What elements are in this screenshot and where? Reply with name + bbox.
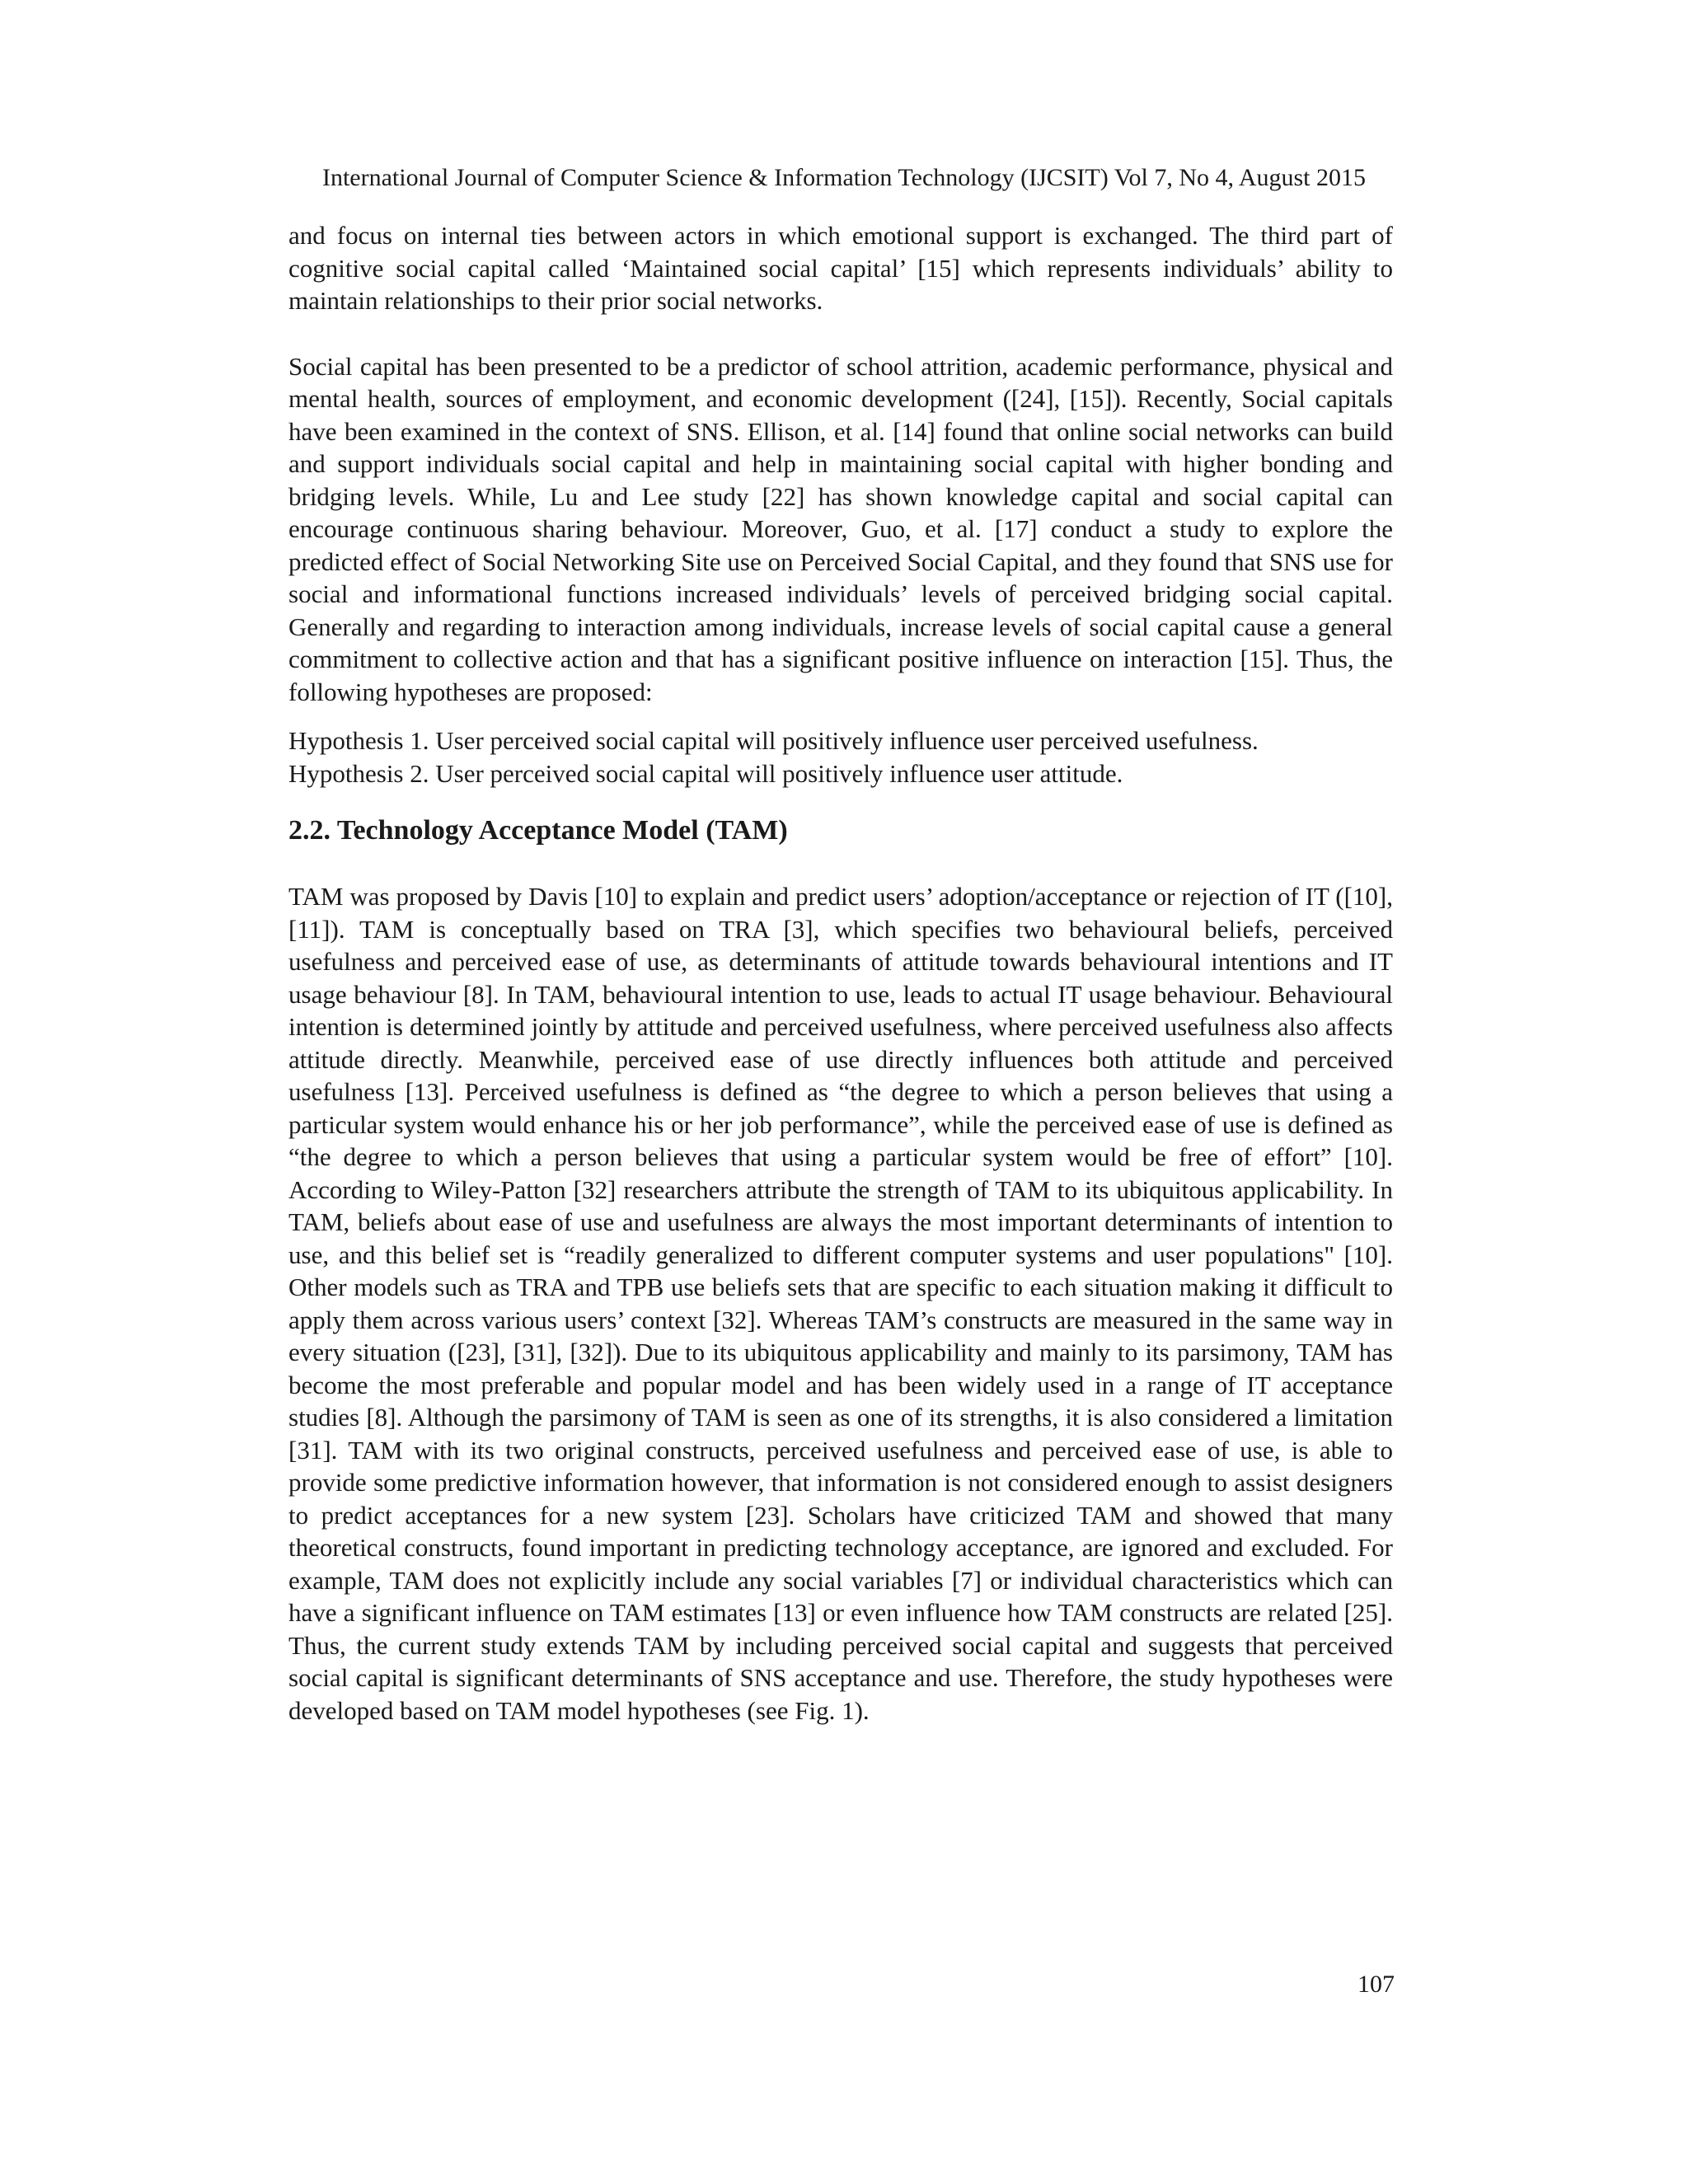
section-heading-tam: 2.2. Technology Acceptance Model (TAM) (288, 815, 788, 846)
running-header: International Journal of Computer Science & Information Technology (IJCSIT) Vol 7, No 4, August 2015 (321, 164, 1367, 191)
page-number: 107 (1357, 1971, 1395, 1998)
hypothesis-1: Hypothesis 1. User perceived social capital will positively influence user perceived usefulness. (288, 726, 1259, 755)
paragraph-social-capital-predictor: Social capital has been presented to be a predictor of school attrition, academic performance, physical and mental health, sources of employment, and economic development ([24], [15]). Recently, Social capitals have been examined in the context of SNS. Ellison, et al. [14] found that online social networks can build and support individuals social capital and help in maintaining social capital with higher bonding and bridging levels. While, Lu and Lee study [22] has shown knowledge capital and social capital can encourage continuous sharing behaviour. Moreover, Guo, et al. [17] conduct a study to explore the predicted effect of Social Networking Site use on Perceived Social Capital, and they found that SNS use for social and informational functions increased individuals’ levels of perceived bridging social capital. Generally and regarding to interaction among individuals, increase levels of social capital cause a general commitment to collective action and that has a significant positive influence on interaction [15]. Thus, the following hypotheses are proposed: (288, 351, 1393, 706)
hypothesis-2: Hypothesis 2. User perceived social capital will positively influence user attitude. (288, 758, 1123, 788)
paragraph-tam: TAM was proposed by Davis [10] to explain and predict users’ adoption/acceptance or rejection of IT ([10], [11]). TAM is conceptually based on TRA [3], which specifies two behavioural beliefs, perceived usefulness and perceived ease of use, as determinants of attitude towards behavioural intentions and IT usage behaviour [8]. In TAM, behavioural intention to use, leads to actual IT usage behaviour. Behavioural intention is determined jointly by attitude and perceived usefulness, where perceived usefulness also affects attitude directly. Meanwhile, perceived ease of use directly influences both attitude and perceived usefulness [13]. Perceived usefulness is defined as “the degree to which a person believes that using a particular system would enhance his or her job performance”, while the perceived ease of use is defined as “the degree to which a person believes that using a particular system would be free of effort” [10]. According to Wiley-Patton [32] researchers attribute the strength of TAM to its ubiquitous applicability. In TAM, beliefs about ease of use and usefulness are always the most important determinants of intention to use, and this belief set is “readily generalized to different computer systems and user populations" [10]. Other models such as TRA and TPB use beliefs sets that are specific to each situation making it difficult to apply them across various users’ context [32]. Whereas TAM’s constructs are measured in the same way in every situation ([23], [31], [32]). Due to its ubiquitous applicability and mainly to its parsimony, TAM has become the most preferable and popular model and has been widely used in a range of IT acceptance studies [8]. Although the parsimony of TAM is seen as one of its strengths, it is also considered a limitation [31]. TAM with its two original constructs, perceived usefulness and perceived ease of use, is able to provide some predictive information however, that information is not considered enough to assist designers to predict acceptances for a new system [23]. Scholars have criticized TAM and showed that many theoretical constructs, found important in predicting technology acceptance, are ignored and excluded. For example, TAM does not explicitly include any social variables [7] or individual characteristics which can have a significant influence on TAM estimates [13] or even influence how TAM constructs are related [25]. Thus, the current study extends TAM by including perceived social capital and suggests that perceived social capital is significant determinants of SNS acceptance and use. Therefore, the study hypotheses were developed based on TAM model hypotheses (see Fig. 1). (288, 882, 1393, 1725)
paragraph-cognitive-social-capital: and focus on internal ties between actors in which emotional support is exchanged. The third part of cognitive social capital called ‘Maintained social capital’ [15] which represents individuals’ ability to maintain relationships to their prior social networks. (288, 221, 1393, 315)
hypotheses-list (288, 724, 1393, 790)
article-body (288, 219, 1393, 1727)
